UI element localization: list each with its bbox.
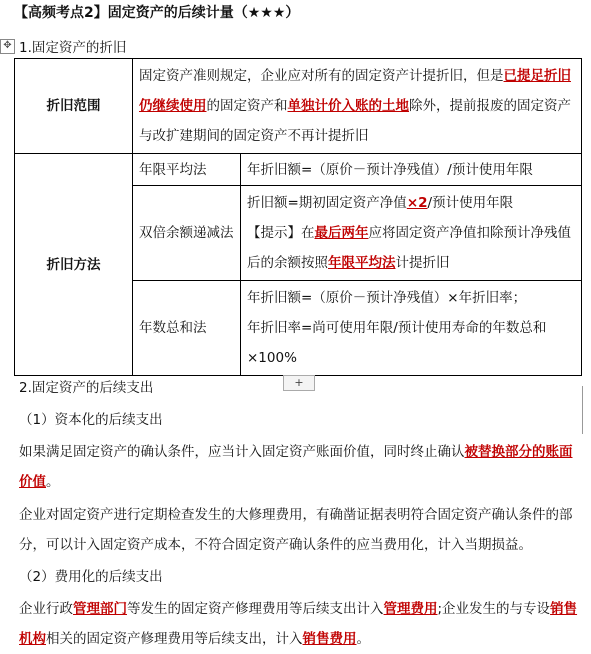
subheading-capitalized: （1）资本化的后续支出 (19, 412, 163, 428)
method-name-cell: 年数总和法 (133, 281, 241, 376)
table-row (15, 154, 582, 186)
depreciation-table (14, 58, 582, 376)
paragraph-overhaul: 企业对固定资产进行定期检查发生的大修理费用，有确凿证据表明符合固定资产确认条件的部分，可以计入固定资产成本，不符合固定资产确认条件的应当费用化，计入当期损益。 (19, 507, 573, 553)
table-move-handle[interactable]: ✥ (0, 39, 15, 54)
emphasis-text: 管理部门 (73, 601, 127, 617)
method-desc-cell: 年折旧额=（原价－预计净残值）×年折旧率； 年折旧率=尚可使用年限/预计使用寿命的年数总和×100% (241, 281, 582, 376)
emphasis-text: 被替换部分的账面价值 (19, 444, 573, 490)
emphasis-text: 单独计价入账的土地 (287, 98, 409, 114)
method-name-cell: 双倍余额递减法 (133, 186, 241, 281)
table-row (15, 59, 582, 154)
method-desc-cell: 折旧额=期初固定资产净值×2/预计使用年限 【提示】在最后两年应将固定资产净值扣除预计净残值后的余额按照年限平均法计提折旧 (241, 186, 582, 281)
scope-content-cell: 固定资产准则规定，企业应对所有的固定资产计提折旧，但是已提足折旧仍继续使用的固定资产和单独计价入账的土地除外，提前报废的固定资产与改扩建期间的固定资产不再计提折旧 (133, 59, 582, 154)
emphasis-text: 销售费用 (302, 631, 357, 647)
subheading-expensed: （2）费用化的后续支出 (19, 569, 163, 585)
emphasis-text: ×2 (406, 195, 428, 211)
emphasis-text: 最后两年 (314, 225, 369, 241)
paragraph-capitalized: 如果满足固定资产的确认条件，应当计入固定资产账面价值，同时终止确认被替换部分的账面价值。 (19, 444, 573, 490)
emphasis-text: 已提足折旧仍继续使用 (139, 68, 571, 114)
page-title: 【高频考点2】固定资产的后续计量（★★★） (14, 5, 300, 21)
method-desc-cell: 年折旧额=（原价－预计净残值）/预计使用年限 (241, 154, 582, 186)
emphasis-text: 管理费用 (383, 601, 438, 617)
method-header-cell: 折旧方法 (15, 154, 133, 376)
section-heading-depreciation: 1.固定资产的折旧 (19, 40, 127, 56)
emphasis-text: 销售机构 (19, 601, 578, 647)
paragraph-expensed: 企业行政管理部门等发生的固定资产修理费用等后续支出计入管理费用;企业发生的与专设销售机构相关的固定资产修理费用等后续支出，计入销售费用。 (19, 601, 578, 647)
add-row-button[interactable]: + (283, 375, 315, 391)
right-border-line (582, 386, 583, 434)
scope-header-cell: 折旧范围 (15, 59, 133, 154)
emphasis-text: 年限平均法 (328, 255, 396, 271)
method-name-cell: 年限平均法 (133, 154, 241, 186)
section-heading-subsequent: 2.固定资产的后续支出 (19, 380, 154, 396)
